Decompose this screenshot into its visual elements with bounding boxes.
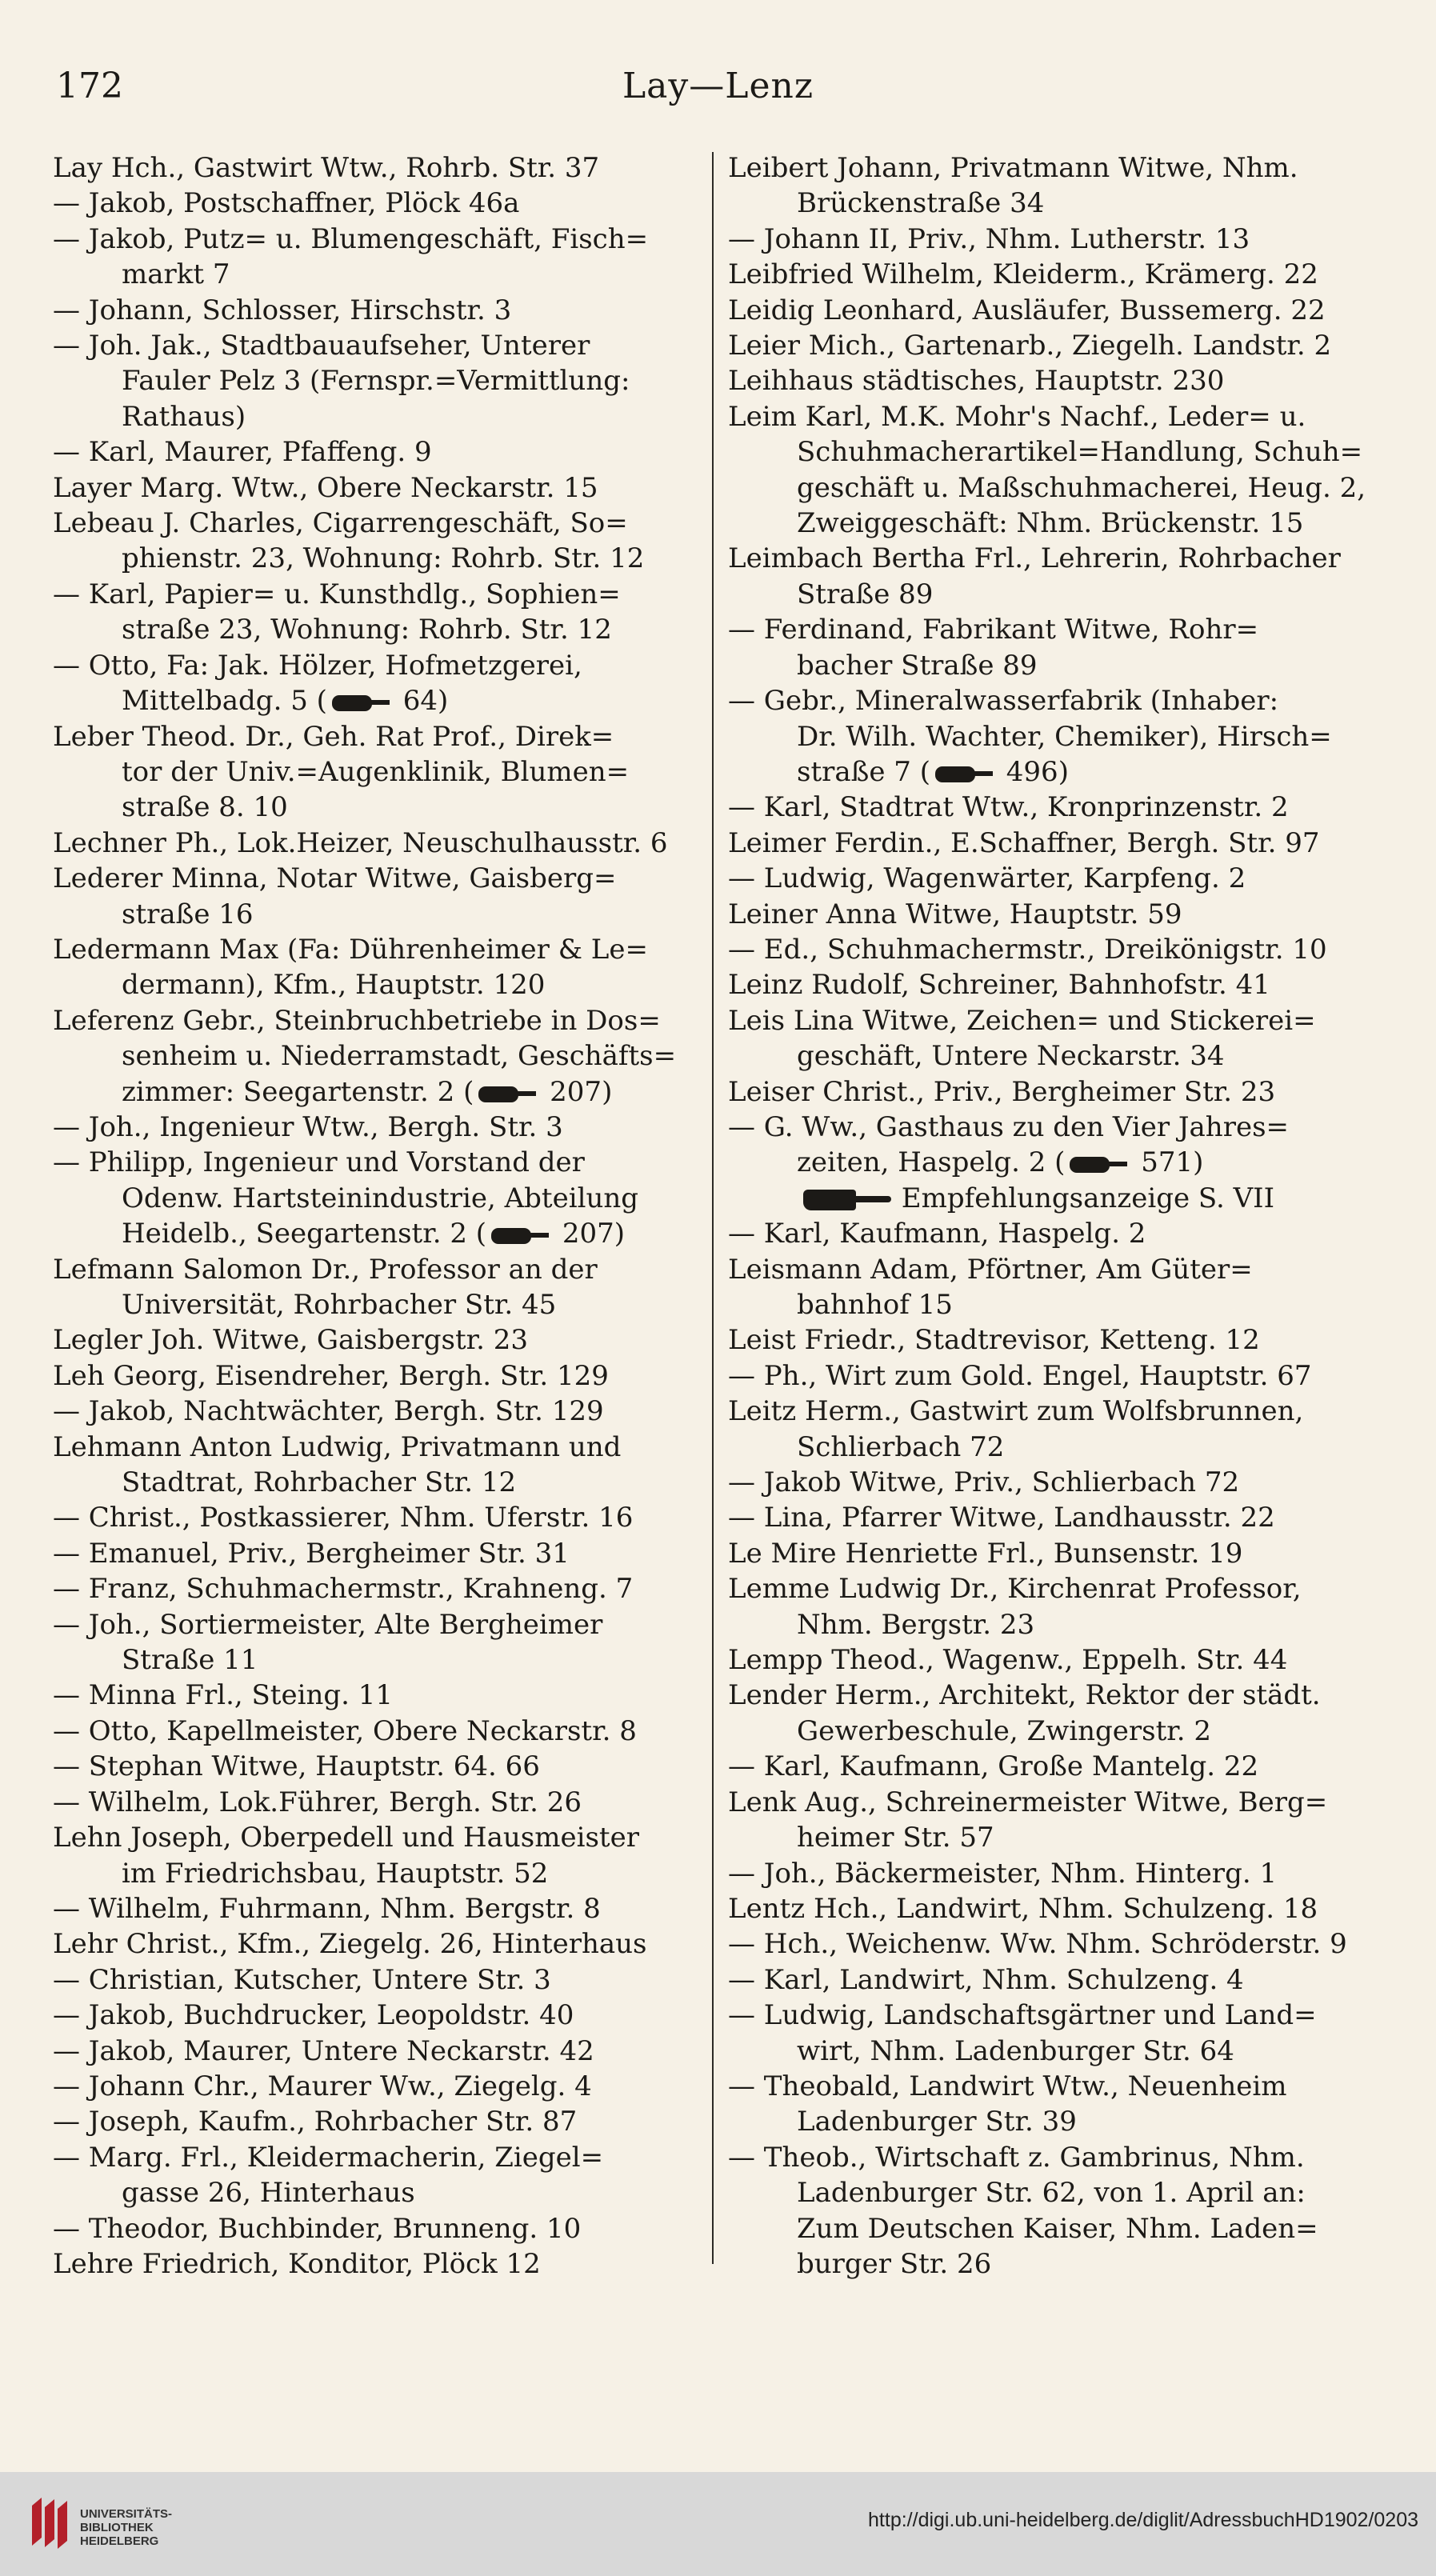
- directory-entry: [728, 1074, 1384, 1110]
- entry-continuation: tor der Univ.=Augenklinik, Blumen=: [122, 755, 630, 788]
- telephone-icon: [1070, 1152, 1127, 1176]
- entry-line: Lehr Christ., Kfm., Ziegelg. 26, Hinterhaus: [53, 1928, 647, 1961]
- directory-entry: [53, 1003, 702, 1110]
- telephone-icon: [935, 762, 993, 786]
- entry-line: — Theob., Wirtschaft z. Gambrinus, Nhm.: [728, 2141, 1305, 2174]
- entry-line: — Christ., Postkassierer, Nhm. Uferstr. 16: [53, 1502, 634, 1534]
- entry-continuation: Straße 11: [122, 1644, 258, 1677]
- entry-line: Lehre Friedrich, Konditor, Plöck 12: [53, 2247, 541, 2280]
- entry-line: Lemme Ludwig Dr., Kirchenrat Professor,: [728, 1573, 1302, 1606]
- entry-line: — Joseph, Kaufm., Rohrbacher Str. 87: [53, 2106, 578, 2138]
- directory-entry: [53, 434, 702, 470]
- directory-entry: [53, 1678, 702, 1713]
- directory-entry: [728, 2069, 1384, 2140]
- directory-entry: [728, 1110, 1384, 1216]
- directory-entry: [728, 1500, 1384, 1535]
- entry-continuation: bahnhof 15: [797, 1289, 953, 1321]
- directory-entry: [53, 1358, 702, 1394]
- directory-entry: [53, 328, 702, 434]
- entry-line: Leist Friedr., Stadtrevisor, Ketteng. 12: [728, 1324, 1260, 1357]
- directory-entry: [53, 1145, 702, 1251]
- entry-line: — Johann Chr., Maurer Ww., Ziegelg. 4: [53, 2070, 592, 2102]
- entry-line: — Hch., Weichenw. Ww. Nhm. Schröderstr. 9: [728, 1928, 1347, 1961]
- entry-continuation: straße 7 ( 496): [797, 755, 1069, 788]
- directory-entry: [728, 222, 1384, 257]
- directory-entry: [728, 363, 1384, 398]
- directory-entry: [728, 2140, 1384, 2282]
- directory-entry: [728, 257, 1384, 292]
- directory-entry: [53, 1749, 702, 1784]
- directory-entry: [728, 1962, 1384, 1998]
- entry-continuation: senheim u. Niederramstadt, Geschäfts=: [122, 1040, 677, 1073]
- entry-line: Lentz Hch., Landwirt, Nhm. Schulzeng. 18: [728, 1892, 1318, 1925]
- entry-line: — Theodor, Buchbinder, Brunneng. 10: [53, 2212, 582, 2245]
- entry-line: Leferenz Gebr., Steinbruchbetriebe in Dos=: [53, 1004, 661, 1037]
- directory-entry: [53, 1607, 702, 1678]
- entry-continuation: Schuhmacherartikel=Handlung, Schuh=: [797, 436, 1363, 469]
- entry-line: Lechner Ph., Lok.Heizer, Neuschulhausstr. 6: [53, 826, 668, 859]
- entry-line: — Jakob, Nachtwächter, Bergh. Str. 129: [53, 1395, 604, 1428]
- directory-entry: [53, 1430, 702, 1501]
- entry-continuation: Gewerbeschule, Zwingerstr. 2: [797, 1714, 1212, 1747]
- directory-entry: [53, 2211, 702, 2246]
- entry-line: — Emanuel, Priv., Bergheimer Str. 31: [53, 1537, 570, 1570]
- entry-continuation: phienstr. 23, Wohnung: Rohrb. Str. 12: [122, 542, 645, 575]
- entry-continuation: Ladenburger Str. 62, von 1. April an:: [797, 2177, 1306, 2210]
- entry-continuation: Ladenburger Str. 39: [797, 2106, 1077, 2138]
- entry-line: Leinz Rudolf, Schreiner, Bahnhofstr. 41: [728, 969, 1270, 1002]
- directory-entry: [53, 1252, 702, 1323]
- entry-line: Le Mire Henriette Frl., Bunsenstr. 19: [728, 1537, 1243, 1570]
- entry-line: — Joh., Ingenieur Wtw., Bergh. Str. 3: [53, 1110, 563, 1143]
- right-column: [728, 150, 1384, 2282]
- directory-entry: [53, 1394, 702, 1429]
- telephone-icon: [332, 690, 390, 714]
- entry-continuation: Schlierbach 72: [797, 1430, 1005, 1463]
- directory-entry: [53, 1891, 702, 1926]
- entry-line: — Karl, Landwirt, Nhm. Schulzeng. 4: [728, 1963, 1244, 1996]
- entry-line: Lehmann Anton Ludwig, Privatmann und: [53, 1430, 622, 1463]
- directory-entry: [53, 470, 702, 506]
- page-header: [0, 62, 1436, 118]
- entry-line: Lenk Aug., Schreinermeister Witwe, Berg=: [728, 1786, 1328, 1818]
- directory-entry: [728, 293, 1384, 328]
- directory-entry: [53, 1962, 702, 1998]
- entry-line: — Karl, Stadtrat Wtw., Kronprinzenstr. 2: [728, 791, 1289, 824]
- directory-entry: [53, 506, 702, 577]
- entry-continuation: bacher Straße 89: [797, 649, 1038, 682]
- directory-entry: [53, 1571, 702, 1606]
- entry-line: Layer Marg. Wtw., Obere Neckarstr. 15: [53, 471, 598, 504]
- directory-entry: [728, 1394, 1384, 1465]
- directory-entry: [728, 1322, 1384, 1358]
- directory-entry: [53, 2069, 702, 2104]
- directory-entry: [53, 2140, 702, 2211]
- entry-line: — Ferdinand, Fabrikant Witwe, Rohr=: [728, 614, 1259, 646]
- directory-entry: [728, 1926, 1384, 1962]
- entry-continuation: Dr. Wilh. Wachter, Chemiker), Hirsch=: [797, 720, 1332, 753]
- directory-entry: [53, 1110, 702, 1145]
- directory-entry: [728, 861, 1384, 896]
- footer-bar: [0, 2472, 1436, 2576]
- entry-line: — Jakob Witwe, Priv., Schlierbach 72: [728, 1466, 1240, 1499]
- entry-continuation: zimmer: Seegartenstr. 2 ( 207): [122, 1075, 613, 1108]
- entry-line: — Joh., Sortiermeister, Alte Bergheimer: [53, 1608, 603, 1641]
- entry-line: — Minna Frl., Steing. 11: [53, 1679, 393, 1712]
- entry-line: — Ludwig, Wagenwärter, Karpfeng. 2: [728, 862, 1246, 895]
- entry-line: Leier Mich., Gartenarb., Ziegelh. Landstr. 2: [728, 330, 1332, 362]
- entry-line: — Ludwig, Landschaftsgärtner und Land=: [728, 1999, 1317, 2032]
- entry-continuation: markt 7: [122, 258, 230, 291]
- telephone-icon: [478, 1082, 536, 1106]
- entry-continuation: straße 16: [122, 898, 254, 930]
- entry-continuation: im Friedrichsbau, Hauptstr. 52: [122, 1857, 549, 1890]
- entry-continuation: Odenw. Hartsteinindustrie, Abteilung: [122, 1182, 638, 1214]
- directory-entry: [728, 1465, 1384, 1500]
- entry-line: — Wilhelm, Fuhrmann, Nhm. Bergstr. 8: [53, 1892, 601, 1925]
- entry-continuation: Universität, Rohrbacher Str. 45: [122, 1289, 557, 1321]
- left-column: [53, 150, 702, 2282]
- directory-entry: [728, 790, 1384, 825]
- entry-line: — Ed., Schuhmachermstr., Dreikönigstr. 10: [728, 933, 1327, 966]
- entry-line: — Stephan Witwe, Hauptstr. 64. 66: [53, 1750, 540, 1783]
- entry-line: Leim Karl, M.K. Mohr's Nachf., Leder= u.: [728, 400, 1306, 433]
- directory-entry: [728, 1749, 1384, 1784]
- directory-entry: [728, 897, 1384, 932]
- entry-line: Leihhaus städtisches, Hauptstr. 230: [728, 365, 1225, 398]
- entry-line: Lederer Minna, Notar Witwe, Gaisberg=: [53, 862, 617, 895]
- entry-line: Leimer Ferdin., E.Schaffner, Bergh. Str. 97: [728, 826, 1320, 859]
- directory-entry: [728, 826, 1384, 861]
- entry-line: Lender Herm., Architekt, Rektor der städt.: [728, 1679, 1321, 1712]
- directory-entry: [53, 2246, 702, 2282]
- entry-continuation: Zweiggeschäft: Nhm. Brückenstr. 15: [797, 507, 1304, 540]
- entry-line: — Joh. Jak., Stadtbauaufseher, Unterer: [53, 330, 590, 362]
- source-url-link[interactable]: http://digi.ub.uni-heidelberg.de/diglit/AdressbuchHD1902/0203: [868, 2509, 1418, 2531]
- entry-line: Lebeau J. Charles, Cigarrengeschäft, So=: [53, 507, 628, 540]
- directory-entry: [53, 577, 702, 648]
- entry-line: — Karl, Kaufmann, Haspelg. 2: [728, 1218, 1146, 1250]
- directory-entry: [728, 1785, 1384, 1856]
- entry-line: — Jakob, Putz= u. Blumengeschäft, Fisch=: [53, 222, 649, 255]
- directory-entry: [53, 186, 702, 221]
- entry-line: Leiser Christ., Priv., Bergheimer Str. 23: [728, 1075, 1276, 1108]
- entry-line: Leibfried Wilhelm, Kleiderm., Krämerg. 22: [728, 258, 1318, 291]
- column-divider: [712, 152, 714, 2264]
- directory-entry: [53, 1926, 702, 1962]
- entry-line: Leber Theod. Dr., Geh. Rat Prof., Direk=: [53, 720, 614, 753]
- entry-continuation: dermann), Kfm., Hauptstr. 120: [122, 969, 546, 1002]
- directory-entry: [728, 399, 1384, 542]
- entry-continuation: Straße 89: [797, 578, 934, 610]
- directory-entry: [53, 1322, 702, 1358]
- directory-entry: [728, 612, 1384, 683]
- directory-entry: [728, 1216, 1384, 1251]
- entry-continuation: Fauler Pelz 3 (Fernspr.=Vermittlung:: [122, 365, 630, 398]
- directory-entry: [53, 2104, 702, 2139]
- entry-continuation: gasse 26, Hinterhaus: [122, 2177, 415, 2210]
- entry-continuation: heimer Str. 57: [797, 1822, 994, 1854]
- entry-continuation: geschäft, Untere Neckarstr. 34: [797, 1040, 1225, 1073]
- entry-line: — Christian, Kutscher, Untere Str. 3: [53, 1963, 551, 1996]
- library-name: UNIVERSITÄTS- BIBLIOTHEK HEIDELBERG: [80, 2507, 173, 2548]
- entry-continuation: burger Str. 26: [797, 2247, 992, 2280]
- entry-continuation: Rathaus): [122, 400, 246, 433]
- entry-continuation: Heidelb., Seegartenstr. 2 ( 207): [122, 1218, 626, 1250]
- entry-line: — Franz, Schuhmachermstr., Krahneng. 7: [53, 1573, 634, 1606]
- entry-continuation: Stadtrat, Rohrbacher Str. 12: [122, 1466, 517, 1499]
- entry-continuation: zeiten, Haspelg. 2 ( 571): [797, 1146, 1204, 1179]
- entry-continuation: Mittelbadg. 5 ( 64): [122, 685, 449, 718]
- directory-entry: [53, 1500, 702, 1535]
- directory-entry: [53, 1998, 702, 2033]
- entry-line: Lefmann Salomon Dr., Professor an der: [53, 1253, 598, 1286]
- entry-line: Lempp Theod., Wagenw., Eppelh. Str. 44: [728, 1644, 1288, 1677]
- entry-line: — Marg. Frl., Kleidermacherin, Ziegel=: [53, 2141, 604, 2174]
- directory-entry: [53, 1785, 702, 1820]
- entry-line: — Johann II, Priv., Nhm. Lutherstr. 13: [728, 222, 1250, 255]
- entry-continuation: Nhm. Bergstr. 23: [797, 1608, 1035, 1641]
- entry-line: — Otto, Fa: Jak. Hölzer, Hofmetzgerei,: [53, 649, 582, 682]
- entry-line: — Johann, Schlosser, Hirschstr. 3: [53, 294, 512, 326]
- directory-entry: [53, 2034, 702, 2069]
- directory-entry: [728, 1571, 1384, 1642]
- entry-line: Legler Joh. Witwe, Gaisbergstr. 23: [53, 1324, 529, 1357]
- directory-entry: [728, 1642, 1384, 1678]
- directory-entry: [53, 222, 702, 293]
- directory-entry: [728, 1252, 1384, 1323]
- directory-entry: [53, 861, 702, 932]
- entry-line: — Ph., Wirt zum Gold. Engel, Hauptstr. 67: [728, 1359, 1312, 1392]
- directory-entry: [728, 683, 1384, 790]
- directory-entry: [53, 826, 702, 861]
- entry-line: Leibert Johann, Privatmann Witwe, Nhm.: [728, 152, 1298, 184]
- directory-entry: [728, 541, 1384, 612]
- directory-entry: [728, 967, 1384, 1002]
- entry-line: — Karl, Maurer, Pfaffeng. 9: [53, 436, 432, 469]
- directory-entry: [728, 150, 1384, 222]
- directory-entry: [53, 1714, 702, 1749]
- entry-continuation: Zum Deutschen Kaiser, Nhm. Laden=: [797, 2212, 1318, 2245]
- entry-line: — Jakob, Maurer, Untere Neckarstr. 42: [53, 2034, 594, 2067]
- entry-line: — Gebr., Mineralwasserfabrik (Inhaber:: [728, 685, 1279, 718]
- entry-line: Leismann Adam, Pförtner, Am Güter=: [728, 1253, 1253, 1286]
- entry-line: — Theobald, Landwirt Wtw., Neuenheim: [728, 2070, 1287, 2102]
- directory-entry: [53, 150, 702, 186]
- directory-entry: [728, 1358, 1384, 1394]
- entry-line: — G. Ww., Gasthaus zu den Vier Jahres=: [728, 1110, 1290, 1143]
- directory-entry: [728, 1678, 1384, 1749]
- directory-entry: [728, 1003, 1384, 1074]
- entry-continuation: wirt, Nhm. Ladenburger Str. 64: [797, 2034, 1234, 2067]
- directory-entry: [728, 932, 1384, 967]
- directory-entry: [728, 1891, 1384, 1926]
- entry-continuation: Empfehlungsanzeige S. VII: [728, 1181, 1384, 1216]
- entry-line: Lehn Joseph, Oberpedell und Hausmeister: [53, 1822, 639, 1854]
- directory-entry: [728, 1856, 1384, 1891]
- entry-line: — Jakob, Postschaffner, Plöck 46a: [53, 187, 520, 220]
- entry-line: Leidig Leonhard, Ausläufer, Bussemerg. 22: [728, 294, 1326, 326]
- entry-line: — Jakob, Buchdrucker, Leopoldstr. 40: [53, 1999, 574, 2032]
- entry-line: Leimbach Bertha Frl., Lehrerin, Rohrbacher: [728, 542, 1341, 575]
- entry-continuation: straße 23, Wohnung: Rohrb. Str. 12: [122, 614, 612, 646]
- entry-continuation: Brückenstraße 34: [797, 187, 1045, 220]
- directory-entry: [53, 293, 702, 328]
- directory-entry: [728, 328, 1384, 363]
- university-seal-icon: [18, 2490, 86, 2558]
- entry-line: — Karl, Papier= u. Kunsthdlg., Sophien=: [53, 578, 621, 610]
- entry-line: Ledermann Max (Fa: Dührenheimer & Le=: [53, 933, 648, 966]
- directory-entry: [53, 1536, 702, 1571]
- entry-line: Lay Hch., Gastwirt Wtw., Rohrb. Str. 37: [53, 152, 600, 184]
- page-number: 172: [56, 66, 123, 106]
- entry-line: — Lina, Pfarrer Witwe, Landhausstr. 22: [728, 1502, 1275, 1534]
- entry-line: — Otto, Kapellmeister, Obere Neckarstr. 8: [53, 1714, 637, 1747]
- entry-line: Leiner Anna Witwe, Hauptstr. 59: [728, 898, 1182, 930]
- entry-line: Leitz Herm., Gastwirt zum Wolfsbrunnen,: [728, 1395, 1304, 1428]
- entry-line: — Karl, Kaufmann, Große Mantelg. 22: [728, 1750, 1259, 1783]
- entry-line: Leis Lina Witwe, Zeichen= und Stickerei=: [728, 1004, 1316, 1037]
- entry-line: — Joh., Bäckermeister, Nhm. Hinterg. 1: [728, 1857, 1278, 1890]
- telephone-icon: [491, 1223, 549, 1247]
- pointing-hand-icon: [797, 1186, 893, 1214]
- entry-continuation: straße 8. 10: [122, 791, 288, 824]
- directory-entry: [53, 648, 702, 719]
- running-head: Lay—Lenz: [622, 66, 814, 106]
- entry-line: — Wilhelm, Lok.Führer, Bergh. Str. 26: [53, 1786, 582, 1818]
- directory-entry: [53, 932, 702, 1003]
- entry-continuation: geschäft u. Maßschuhmacherei, Heug. 2,: [797, 471, 1366, 504]
- directory-entry: [728, 1536, 1384, 1571]
- directory-entry: [53, 719, 702, 826]
- directory-entry: [728, 1998, 1384, 2069]
- entry-line: — Philipp, Ingenieur und Vorstand der: [53, 1146, 585, 1179]
- entry-line: Leh Georg, Eisendreher, Bergh. Str. 129: [53, 1359, 609, 1392]
- directory-entry: [53, 1820, 702, 1891]
